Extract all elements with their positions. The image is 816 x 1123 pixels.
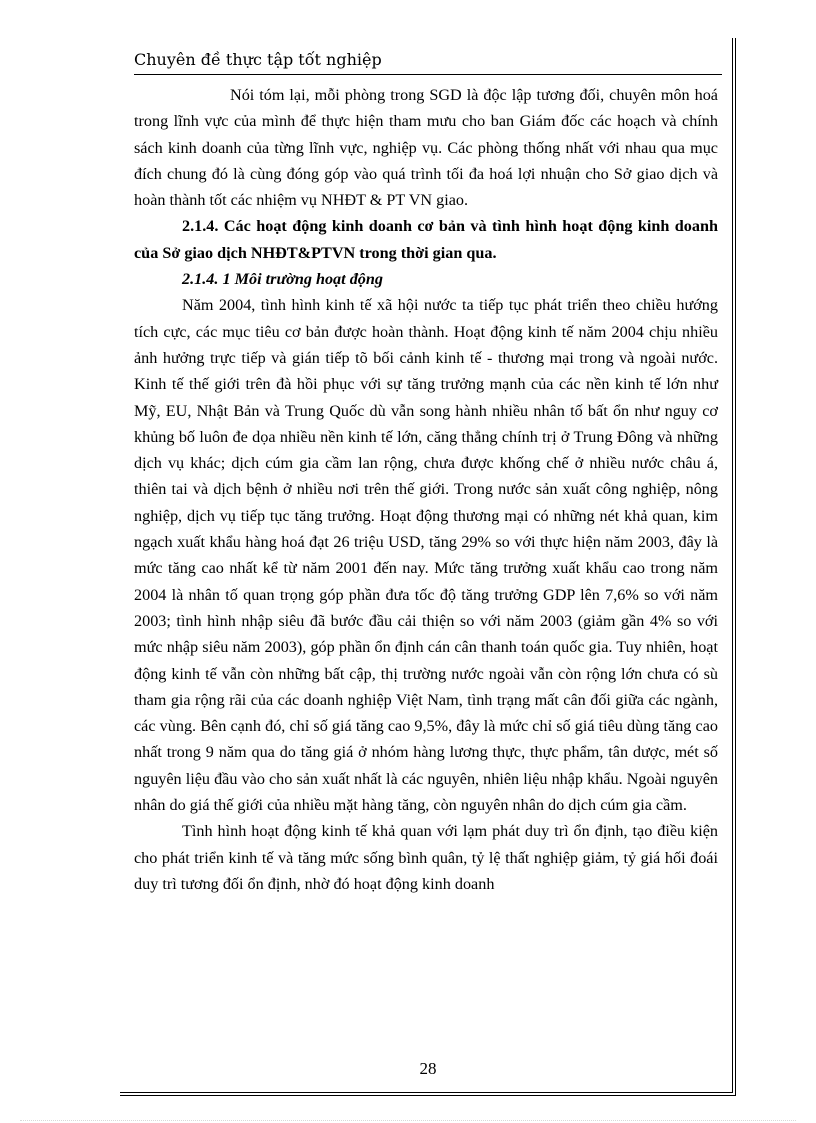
- paragraph-summary: Nói tóm lại, mỗi phòng trong SGD là độc lập tương đối, chuyên môn hoá trong lĩnh vực của mình để thực hiện tham mưu cho ban Giám đốc các hoạch và chính sách kinh doanh của từng lĩnh vực, nghiệp vụ. Các phòng thống nhất với nhau qua mục đích chung đó là cùng đóng góp vào quá trình tối đa hoá lợi nhuận cho Sở giao dịch và hoàn thành tốt các nhiệm vụ NHĐT & PT VN giao.: [134, 86, 718, 210]
- section-heading-2-1-4: 2.1.4. Các hoạt động kinh doanh cơ bản và tình hình hoạt động kinh doanh của Sở giao dịch NHĐT&PTVN trong thời gian qua.: [134, 217, 718, 262]
- paragraph-economic-environment: Năm 2004, tình hình kinh tế xã hội nước ta tiếp tục phát triển theo chiều hướng tích cực, các mục tiêu cơ bản được hoàn thành. Hoạt động kinh tế năm 2004 chịu nhiều ảnh hưởng trực tiếp và gián tiếp tõ bối cảnh kinh tế - thương mại trong và ngoài nước. Kinh tế thế giới trên đà hồi phục với sự tăng trưởng mạnh của các nền kinh tế lớn như Mỹ, EU, Nhật Bản và Trung Quốc dù vẫn song hành nhiều nhân tố bất ổn như nguy cơ khủng bố luôn đe dọa nhiều nền kinh tế lớn, căng thẳng chính trị ở Trung Đông và những dịch vụ khác; dịch cúm gia cầm lan rộng, chưa được khống chế ở nhiều nước châu á, thiên tai và dịch bệnh ở nhiều nơi trên thế giới. Trong nước sản xuất công nghiệp, nông nghiệp, dịch vụ tiếp tục tăng trưởng. Hoạt động thương mại có những nét khả quan, kim ngạch xuất khẩu hàng hoá đạt 26 triệu USD, tăng 29% so với thực hiện năm 2003, đây là mức tăng cao nhất kể từ năm 2001 đến nay. Mức tăng trưởng xuất khẩu cao trong năm 2004 là nhân tố quan trọng góp phần đưa tốc độ tăng trưởng GDP lên 7,6% so với năm 2003; tình hình nhập siêu đã bước đầu cải thiện so với năm 2003 (giảm gần 4% so với mức nhập siêu năm 2003), góp phần ổn định cán cân thanh toán quốc gia. Tuy nhiên, hoạt động kinh tế vẫn còn những bất cập, thị trường nước ngoài vẫn còn rộng lớn chưa có sù tham gia rộng rãi của các doanh nghiệp Việt Nam, tình trạng mất cân đối giữa các ngành, các vùng. Bên cạnh đó, chỉ số giá tăng cao 9,5%, đây là mức chỉ số giá tiêu dùng tăng cao nhất trong 9 năm qua do tăng giá ở nhóm hàng lương thực, thực phẩm, tân dược, mét số nguyên liệu đầu vào cho sản xuất nhất là các nguyên, nhiên liệu nhập khẩu. Ngoài nguyên nhân do giá thế giới của nhiều mặt hàng tăng, còn nguyên nhân do dịch cúm gia cầm.: [134, 296, 718, 815]
- paragraph-economic-outlook: Tình hình hoạt động kinh tế khả quan với lạm phát duy trì ổn định, tạo điều kiện cho phát triển kinh tế và tăng mức sống bình quân, tỷ lệ thất nghiệp giảm, tỷ giá hối đoái duy trì tương đối ổn định, nhờ đó hoạt động kinh doanh: [134, 822, 718, 893]
- page-number: 28: [419, 1059, 437, 1078]
- running-header: Chuyên đề thực tập tốt nghiệp: [134, 48, 722, 75]
- body-text: [134, 82, 718, 897]
- subsection-heading-2-1-4-1: 2.1.4. 1 Môi trường hoạt động: [182, 270, 383, 289]
- page-bottom-divider: [20, 1120, 796, 1121]
